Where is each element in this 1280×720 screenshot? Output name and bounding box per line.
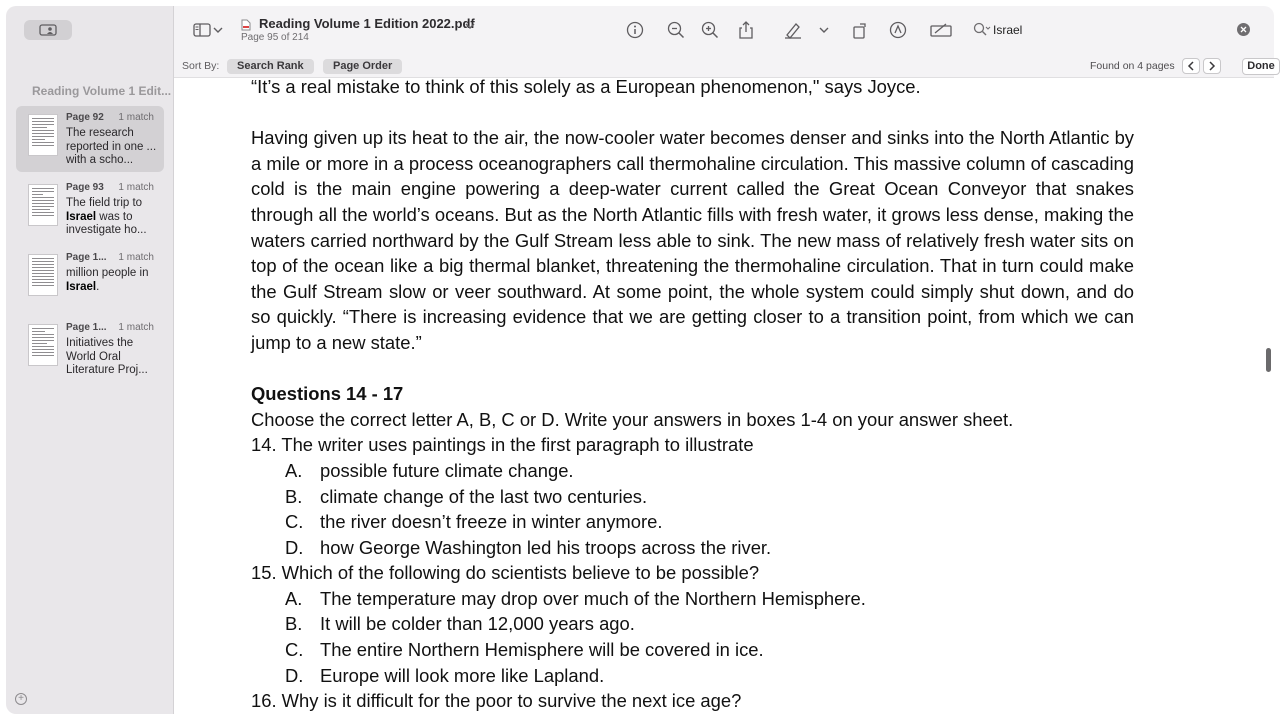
page-thumbnail: [28, 184, 58, 226]
add-icon[interactable]: +: [15, 693, 27, 705]
sort-search-rank-button[interactable]: Search Rank: [227, 59, 314, 74]
title-chevron-icon[interactable]: [464, 15, 476, 37]
sidebar: [6, 6, 174, 714]
chevron-left-icon: [1187, 61, 1195, 71]
previous-result-button[interactable]: [1182, 58, 1200, 74]
search-sort-bar: [174, 56, 1274, 78]
clear-search-icon[interactable]: [1237, 23, 1250, 36]
found-count: Found on 4 pages: [1090, 60, 1175, 72]
document-title[interactable]: Reading Volume 1 Edition 2022.pdf: [259, 16, 475, 31]
document-view[interactable]: [174, 78, 1258, 714]
result-match-count: 1 match: [118, 252, 154, 263]
result-snippet: The research reported in one ... with a scho...: [66, 127, 157, 166]
share-icon[interactable]: [735, 19, 757, 41]
search-input[interactable]: [993, 20, 1233, 40]
toolbar: [174, 6, 1274, 56]
result-snippet: Initiatives the World Oral Literature Proj...: [66, 337, 148, 376]
result-snippet: The field trip to Israel was to investigate ho...: [66, 197, 147, 236]
search-result-page-92[interactable]: [16, 106, 164, 172]
sidebar-toggle-icon: [39, 24, 57, 36]
option-15-c: C. The entire Northern Hemisphere will be covered in ice.: [285, 639, 764, 661]
sidebar-icon[interactable]: [191, 19, 213, 41]
quote-line: “It’s a real mistake to think of this solely as a European phenomenon," says Joyce.: [251, 78, 921, 97]
option-15-a: A. The temperature may drop over much of the Northern Hemisphere.: [285, 587, 866, 609]
body-paragraph: Having given up its heat to the air, the now-cooler water becomes denser and sinks into the North Atlantic by a mile or more in a process oceanographers call thermohaline circulation. This massive column of cascading cold is the main engine powering a deep-water current called the Great Ocean Conveyor that snakes through all the world’s oceans. But as the North Atlantic fills with fresh water, it grows less dense, making the waters carried northward by the Gulf Stream less able to sink. The new mass of relatively fresh water sits on top of the ocean like a big thermal blanket, threatening the thermohaline circulation. That in turn could make the Gulf Stream slow or veer southward. At some point, the whole system could simply shut down, and do so quickly. “There is increasing evidence that we are getting closer to a transition point, from which we can jump to a new state.”: [251, 127, 1134, 353]
option-14-c: C. the river doesn’t freeze in winter anymore.: [285, 511, 663, 533]
redact-icon[interactable]: [929, 19, 953, 41]
done-button[interactable]: Done: [1242, 58, 1280, 75]
search-result-page-93[interactable]: [16, 176, 164, 242]
page-content: [251, 78, 1134, 714]
sort-page-order-button[interactable]: Page Order: [323, 59, 402, 74]
option-14-a: A. possible future climate change.: [285, 459, 574, 481]
result-match-count: 1 match: [118, 112, 154, 123]
result-page-label: Page 92: [66, 112, 104, 123]
highlight-icon[interactable]: [782, 19, 804, 41]
search-result-page-4[interactable]: [16, 316, 164, 382]
markup-icon[interactable]: [887, 19, 909, 41]
highlight-chevron-icon[interactable]: [818, 19, 830, 41]
next-result-button[interactable]: [1203, 58, 1221, 74]
search-field[interactable]: [969, 18, 1264, 42]
question-15: 15. Which of the following do scientists believe to be possible?: [251, 562, 760, 584]
page-indicator: Page 95 of 214: [241, 32, 309, 43]
option-15-b: B. It will be colder than 12,000 years ago.: [285, 613, 635, 635]
page-thumbnail: [28, 114, 58, 156]
sidebar-view-toggle[interactable]: [24, 20, 72, 40]
zoom-out-icon[interactable]: [665, 19, 687, 41]
rotate-icon[interactable]: [849, 19, 871, 41]
chevron-down-icon[interactable]: [212, 19, 224, 41]
zoom-in-icon[interactable]: [699, 19, 721, 41]
option-14-b: B. climate change of the last two centuries.: [285, 485, 648, 507]
question-16: 16. Why is it difficult for the poor to survive the next ice age?: [251, 690, 742, 712]
result-snippet: million people in Israel.: [66, 267, 149, 293]
info-icon[interactable]: [624, 19, 646, 41]
option-14-d: D. how George Washington led his troops across the river.: [285, 536, 772, 558]
scrollbar-thumb[interactable]: [1266, 348, 1271, 372]
search-result-page-3[interactable]: [16, 246, 164, 312]
question-14: 14. The writer uses paintings in the first paragraph to illustrate: [251, 434, 754, 456]
chevron-right-icon: [1208, 61, 1216, 71]
questions-instructions: Choose the correct letter A, B, C or D. Write your answers in boxes 1-4 on your answer sheet.: [251, 408, 1014, 430]
pdf-file-icon: [241, 18, 253, 30]
search-icon: [973, 22, 991, 41]
sort-by-label: Sort By:: [182, 60, 220, 72]
result-page-label: Page 93: [66, 182, 104, 193]
vertical-scrollbar[interactable]: [1264, 78, 1274, 714]
sidebar-document-title: Reading Volume 1 Edit...: [32, 84, 172, 98]
questions-heading: Questions 14 - 17: [251, 383, 404, 405]
result-match-count: 1 match: [118, 182, 154, 193]
page-thumbnail: [28, 254, 58, 296]
result-page-label: Page 1...: [66, 252, 107, 263]
result-match-count: 1 match: [118, 322, 154, 333]
result-page-label: Page 1...: [66, 322, 107, 333]
option-15-d: D. Europe will look more like Lapland.: [285, 664, 605, 686]
page-thumbnail: [28, 324, 58, 366]
